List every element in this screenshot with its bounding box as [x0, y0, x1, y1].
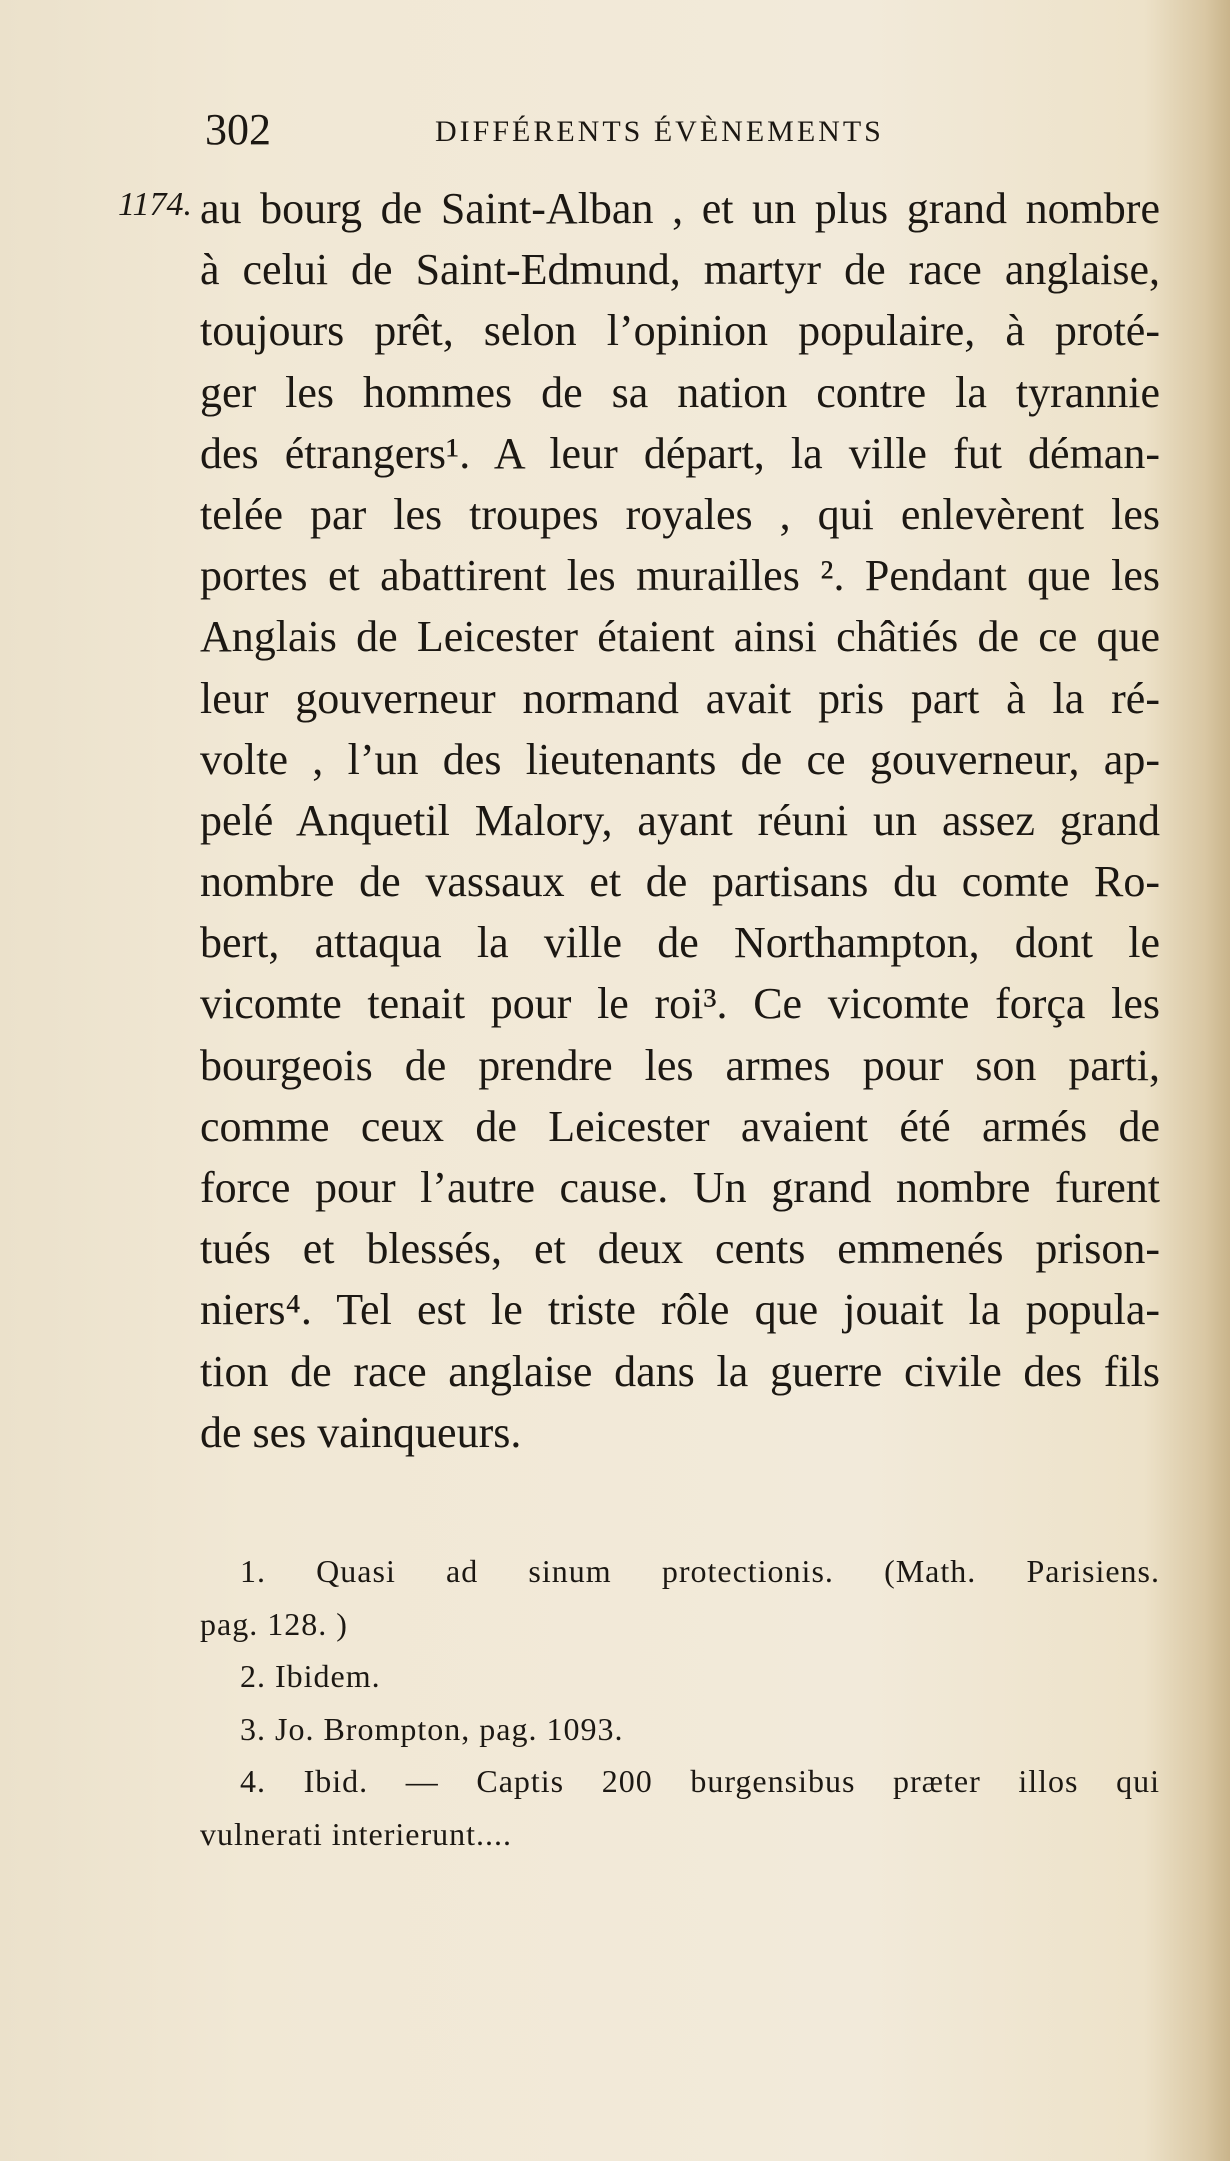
text-line: nombre de vassaux et de partisans du comte Ro-: [200, 857, 1160, 907]
text-line: portes et abattirent les murailles ². Pendant que les: [200, 551, 1160, 601]
text-line: vicomte tenait pour le roi³. Ce vicomte força les: [200, 979, 1160, 1029]
text-line: comme ceux de Leicester avaient été armés de: [200, 1101, 1160, 1151]
margin-year-note: 1174.: [118, 186, 192, 223]
text-line: niers⁴. Tel est le triste rôle que jouait la popula-: [200, 1285, 1160, 1335]
text-line: tion de race anglaise dans la guerre civile des fils: [200, 1346, 1160, 1396]
text-line: au bourg de Saint-Alban , et un plus grand nombre: [200, 184, 1160, 233]
text-line: à celui de Saint-Edmund, martyr de race anglaise,: [200, 245, 1160, 295]
footnote-1: 1. Quasi ad sinum protectionis. (Math. Parisiens.: [240, 1553, 1160, 1589]
footnote-4: 4. Ibid. — Captis 200 burgensibus præter illos qui: [240, 1763, 1160, 1799]
text-line: pelé Anquetil Malory, ayant réuni un assez grand: [200, 795, 1160, 845]
text-line: volte , l’un des lieutenants de ce gouverneur, ap-: [200, 734, 1160, 784]
footnotes: [200, 1545, 1160, 1860]
text-line: force pour l’autre cause. Un grand nombre furent: [200, 1163, 1160, 1212]
text-line: telée par les troupes royales , qui enlevèrent les: [200, 489, 1160, 539]
text-line: toujours prêt, selon l’opinion populaire, à proté-: [200, 306, 1160, 356]
text-line: bert, attaqua la ville de Northampton, dont le: [200, 918, 1160, 968]
footnote-1-continuation: pag. 128. ): [200, 1605, 348, 1642]
text-line: de ses vainqueurs.: [200, 1407, 522, 1457]
page-header: [0, 100, 1230, 160]
text-line: Anglais de Leicester étaient ainsi châtiés de ce que: [200, 612, 1160, 662]
text-line: ger les hommes de sa nation contre la tyrannie: [200, 367, 1160, 417]
text-line: tués et blessés, et deux cents emmenés prison-: [200, 1224, 1160, 1274]
body-paragraph: [200, 178, 1160, 1463]
footnote-4-continuation: vulnerati interierunt....: [200, 1815, 513, 1852]
text-line: des étrangers¹. A leur départ, la ville fut déman-: [200, 428, 1160, 478]
footnote-2: 2. Ibidem.: [240, 1658, 381, 1694]
footnote-3: 3. Jo. Brompton, pag. 1093.: [240, 1710, 624, 1747]
page-number: 302: [205, 105, 271, 154]
text-line: leur gouverneur normand avait pris part à la ré-: [200, 673, 1160, 723]
running-head: DIFFÉRENTS ÉVÈNEMENTS: [435, 115, 884, 148]
text-line: bourgeois de prendre les armes pour son parti,: [200, 1040, 1160, 1090]
